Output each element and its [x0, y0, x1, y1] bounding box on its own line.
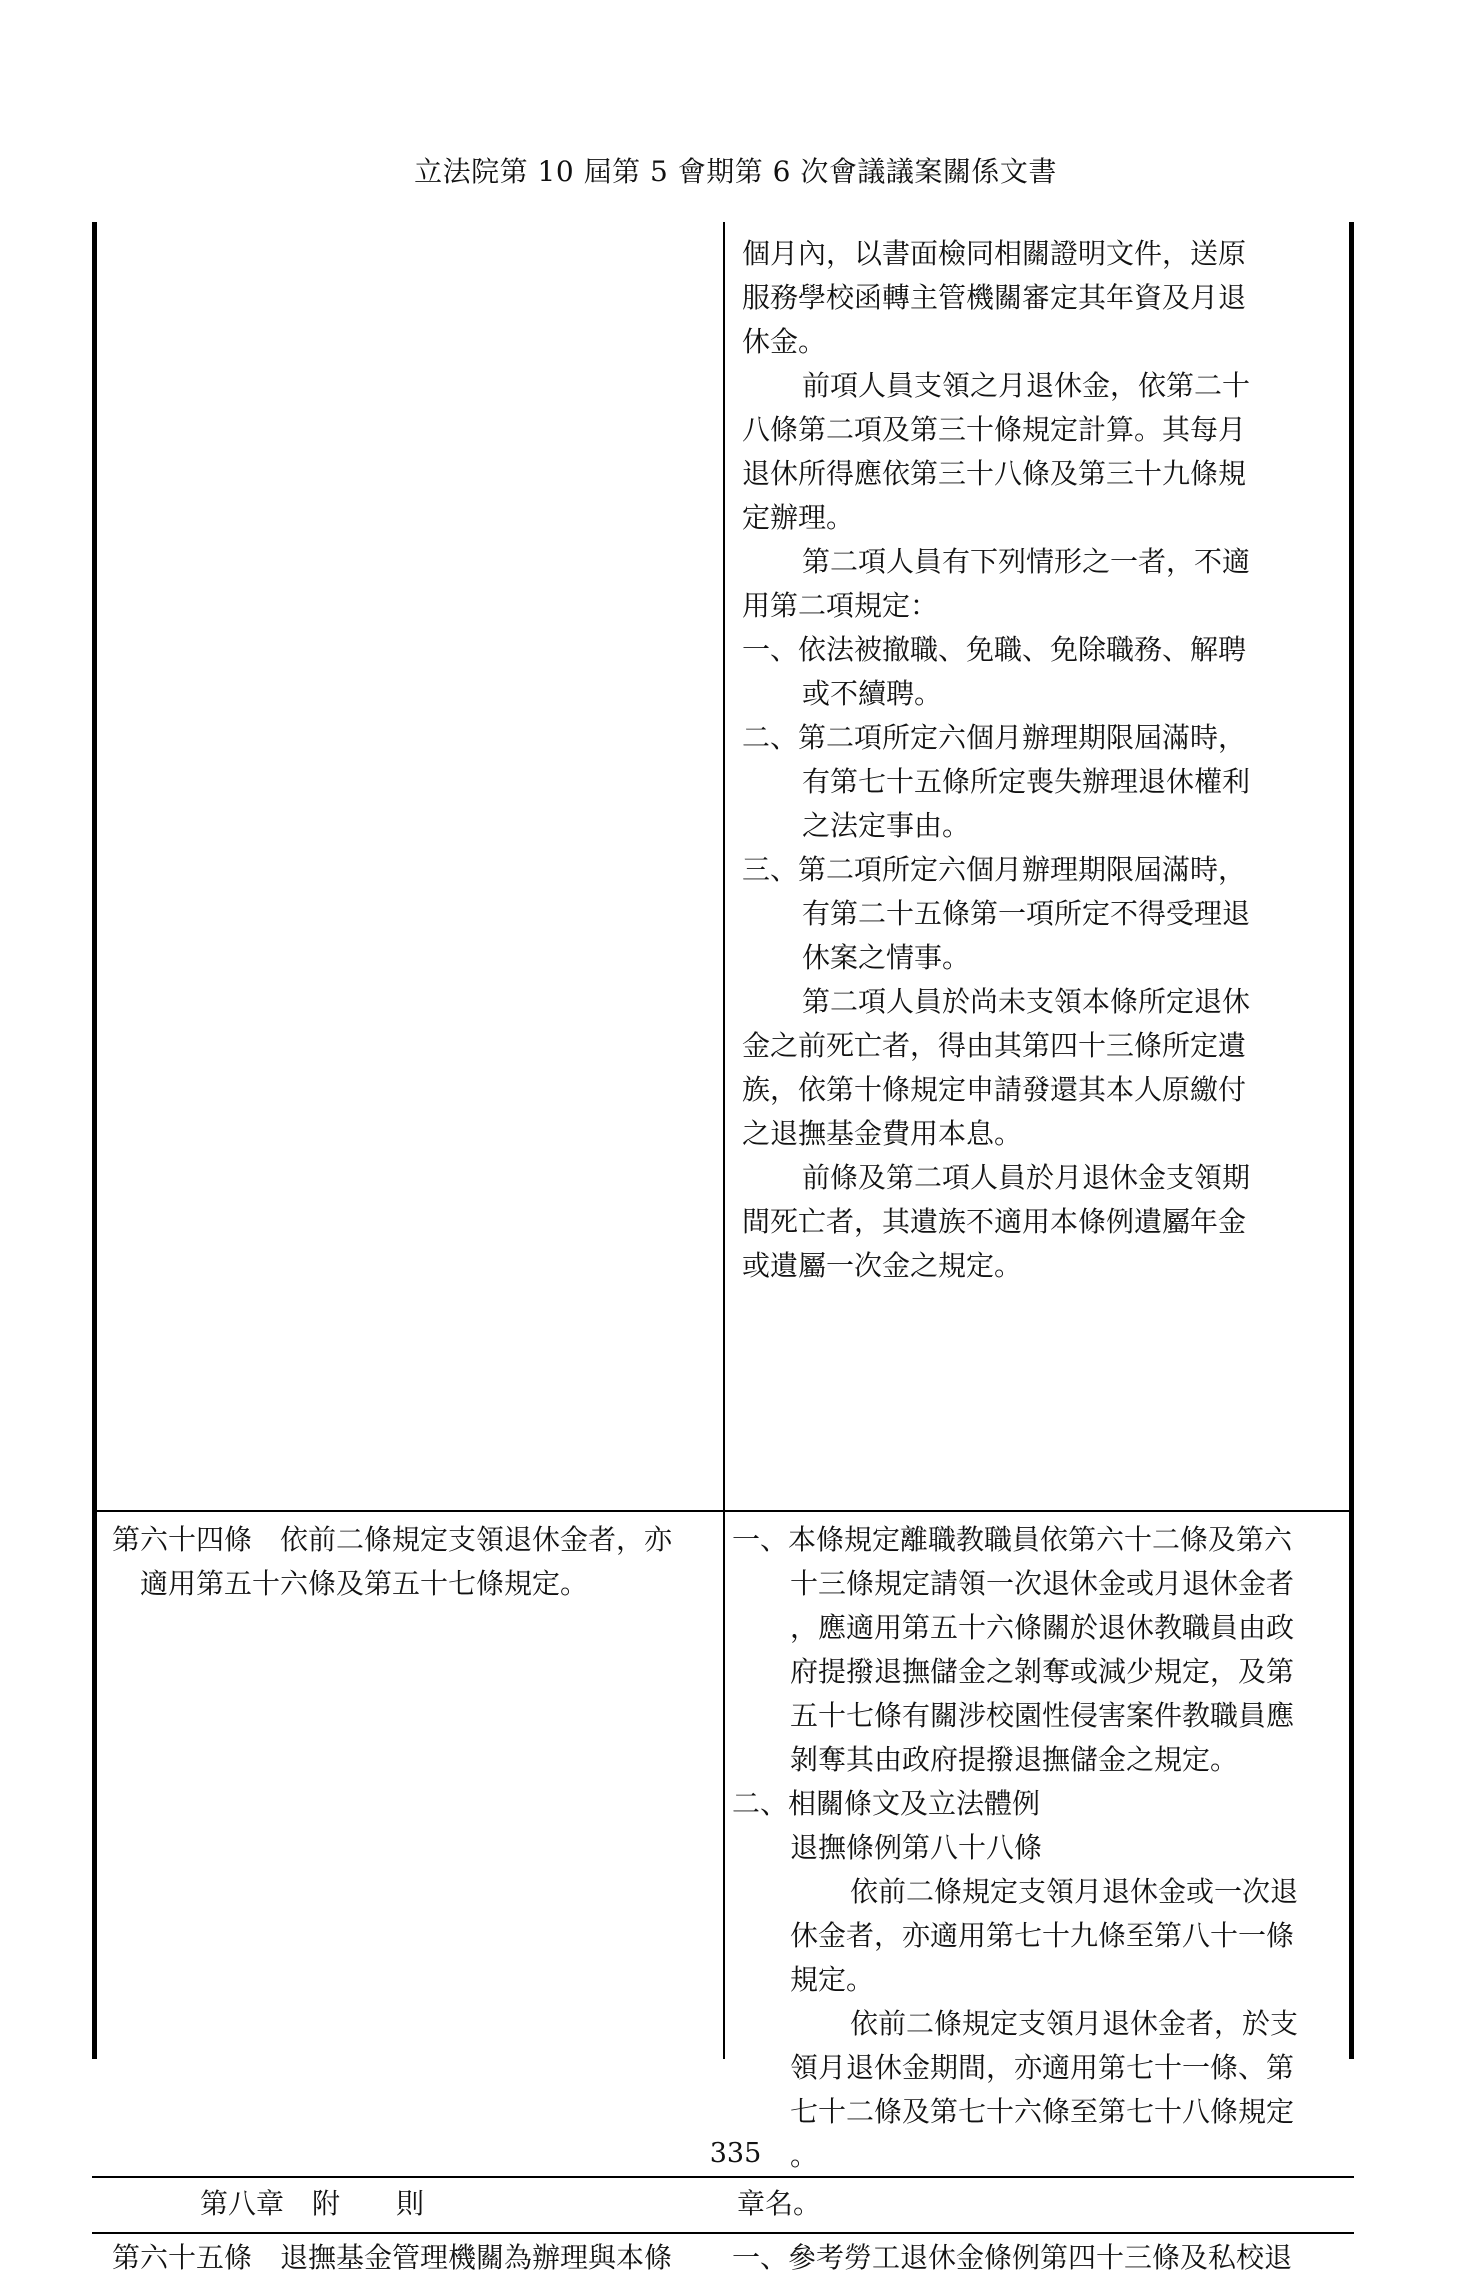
list-item-line: 有第七十五條所定喪失辦理退休權利: [802, 765, 1251, 798]
list-item-line: 二、第二項所定六個月辦理期限屆滿時，: [742, 721, 1247, 754]
text-line: 前條及第二項人員於月退休金支領期: [802, 1161, 1251, 1194]
text-line: 用第二項規定：: [742, 589, 939, 622]
text-line: 之退撫基金費用本息。: [742, 1117, 1023, 1150]
article-64-explanation: [732, 1518, 1342, 2178]
list-item-line: 一、依法被撤職、免職、免除職務、解聘: [742, 633, 1247, 666]
list-item-line: 一、本條規定離職教職員依第六十二條及第六: [732, 1523, 1293, 1556]
text-line: 八條第二項及第三十條規定計算。其每月: [742, 413, 1247, 446]
text-line: 第六十四條 依前二條規定支領退休金者，亦: [112, 1523, 673, 1556]
list-item-line: 三、第二項所定六個月辦理期限屆滿時，: [742, 853, 1247, 886]
list-item-line: 二、相關條文及立法體例: [732, 1787, 1041, 1820]
text-line: 七十二條及第七十六條至第七十八條規定: [790, 2095, 1295, 2128]
list-item-line: 有第二十五條第一項所定不得受理退: [802, 897, 1251, 930]
text-line: 領月退休金期間，亦適用第七十一條、第: [790, 2051, 1295, 2084]
text-line: 族，依第十條規定申請發還其本人原繳付: [742, 1073, 1247, 1106]
article-65-explanation: 一、參考勞工退休金條例第四十三條及私校退: [732, 2241, 1293, 2274]
text-line: 個月內，以書面檢同相關證明文件，送原: [742, 237, 1247, 270]
list-item-line: 或不續聘。: [802, 677, 943, 710]
document-header: 立法院第 10 屆第 5 會期第 6 次會議議案關係文書: [414, 155, 1057, 188]
text-line: 依前二條規定支領月退休金或一次退: [850, 1875, 1299, 1908]
chapter-8-explanation: 章名。: [737, 2187, 822, 2220]
text-line: 退撫條例第八十八條: [790, 1831, 1043, 1864]
text-line: 適用第五十六條及第五十七條規定。: [140, 1567, 589, 1600]
page-number: 335: [709, 2138, 762, 2169]
text-line: 規定。: [790, 1963, 875, 1996]
list-item-line: 之法定事由。: [802, 809, 971, 842]
list-item-line: 府提撥退撫儲金之剝奪或減少規定，及第: [790, 1655, 1295, 1688]
list-item-line: 十三條規定請領一次退休金或月退休金者: [790, 1567, 1295, 1600]
text-line: 依前二條規定支領月退休金者，於支: [850, 2007, 1299, 2040]
row-divider-3: [92, 2232, 1354, 2234]
article-65-text: 第六十五條 退撫基金管理機關為辦理與本條: [112, 2241, 673, 2274]
table-left-border: [92, 222, 97, 2059]
table-right-border: [1349, 222, 1354, 2059]
text-line: 間死亡者，其遺族不適用本條例遺屬年金: [742, 1205, 1247, 1238]
list-item-line: 五十七條有關涉校園性侵害案件教職員應: [790, 1699, 1295, 1732]
article-64-text: [112, 1518, 708, 1606]
row1-explanation: [742, 232, 1337, 1288]
list-item-line: 剝奪其由政府提撥退撫儲金之規定。: [790, 1743, 1239, 1776]
text-line: 或遺屬一次金之規定。: [742, 1249, 1023, 1282]
list-item-line: ，應適用第五十六條關於退休教職員由政: [790, 1611, 1295, 1644]
text-line: 金之前死亡者，得由其第四十三條所定遺: [742, 1029, 1247, 1062]
text-line: 。: [790, 2139, 819, 2172]
text-line: 第二項人員於尚未支領本條所定退休: [802, 985, 1251, 1018]
text-line: 休金者，亦適用第七十九條至第八十一條: [790, 1919, 1295, 1952]
row-divider-1: [92, 1510, 1354, 1512]
list-item-line: 休案之情事。: [802, 941, 971, 974]
text-line: 退休所得應依第三十八條及第三十九條規: [742, 457, 1247, 490]
text-line: 第二項人員有下列情形之一者，不適: [802, 545, 1251, 578]
text-line: 休金。: [742, 325, 827, 358]
text-line: 服務學校函轉主管機關審定其年資及月退: [742, 281, 1247, 314]
text-line: 前項人員支領之月退休金，依第二十: [802, 369, 1251, 402]
chapter-8-title: 第八章 附 則: [200, 2187, 425, 2220]
text-line: 定辦理。: [742, 501, 855, 534]
table-column-divider: [723, 222, 725, 2059]
